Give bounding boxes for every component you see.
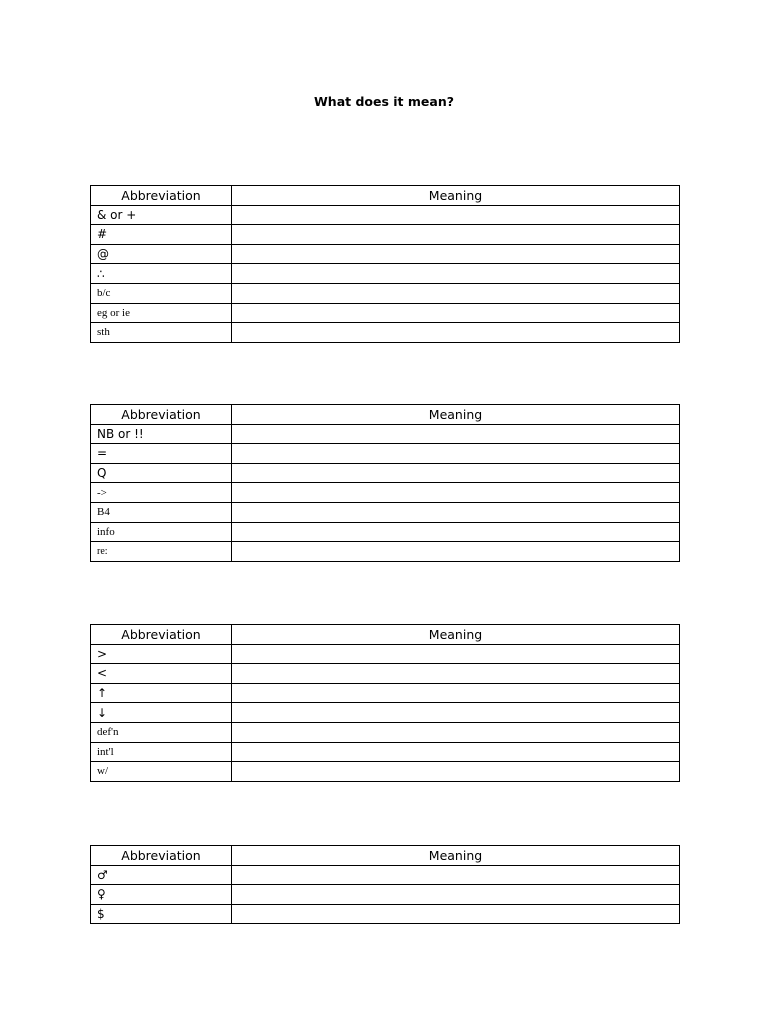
meaning-cell[interactable] xyxy=(232,205,680,225)
abbreviation-cell: def'n xyxy=(91,722,232,742)
abbreviation-cell: ♂ xyxy=(91,865,232,885)
abbreviation-cell: $ xyxy=(91,904,232,924)
meaning-cell[interactable] xyxy=(232,542,680,562)
abbreviation-cell: re: xyxy=(91,542,232,562)
header-meaning: Meaning xyxy=(232,405,680,425)
meaning-cell[interactable] xyxy=(232,444,680,464)
abbreviation-cell: NB or !! xyxy=(91,424,232,444)
table-row xyxy=(91,762,680,782)
abbreviation-cell: ♀ xyxy=(91,885,232,905)
abbreviation-cell: @ xyxy=(91,244,232,264)
table-row xyxy=(91,664,680,684)
header-abbreviation: Abbreviation xyxy=(91,625,232,645)
table-header-row xyxy=(91,625,680,645)
abbreviation-cell: > xyxy=(91,644,232,664)
abbreviation-table-2 xyxy=(90,404,680,562)
abbreviation-cell: eg or ie xyxy=(91,303,232,323)
table-row xyxy=(91,885,680,905)
table-row xyxy=(91,483,680,503)
meaning-cell[interactable] xyxy=(232,522,680,542)
header-meaning: Meaning xyxy=(232,186,680,206)
page-title: What does it mean? xyxy=(314,94,454,109)
abbreviation-cell: B4 xyxy=(91,502,232,522)
abbreviation-table-4 xyxy=(90,845,680,924)
table-row xyxy=(91,444,680,464)
abbreviation-cell: ↑ xyxy=(91,683,232,703)
table-row xyxy=(91,644,680,664)
abbreviation-cell: & or + xyxy=(91,205,232,225)
meaning-cell[interactable] xyxy=(232,244,680,264)
table-header-row xyxy=(91,186,680,206)
table-row xyxy=(91,283,680,303)
header-meaning: Meaning xyxy=(232,625,680,645)
table-row xyxy=(91,225,680,245)
meaning-cell[interactable] xyxy=(232,463,680,483)
header-abbreviation: Abbreviation xyxy=(91,846,232,866)
abbreviation-cell: info xyxy=(91,522,232,542)
abbreviation-cell: -> xyxy=(91,483,232,503)
table-row xyxy=(91,522,680,542)
meaning-cell[interactable] xyxy=(232,683,680,703)
meaning-cell[interactable] xyxy=(232,762,680,782)
meaning-cell[interactable] xyxy=(232,483,680,503)
meaning-cell[interactable] xyxy=(232,424,680,444)
meaning-cell[interactable] xyxy=(232,904,680,924)
table-row xyxy=(91,424,680,444)
abbreviation-cell: int'l xyxy=(91,742,232,762)
meaning-cell[interactable] xyxy=(232,323,680,343)
abbreviation-cell: Q xyxy=(91,463,232,483)
table-header-row xyxy=(91,846,680,866)
table-row xyxy=(91,205,680,225)
table-row xyxy=(91,244,680,264)
abbreviation-cell: b/c xyxy=(91,283,232,303)
abbreviation-cell: ∴ xyxy=(91,264,232,284)
table-row xyxy=(91,865,680,885)
abbreviation-table-3 xyxy=(90,624,680,782)
meaning-cell[interactable] xyxy=(232,865,680,885)
table-row xyxy=(91,703,680,723)
table-row xyxy=(91,303,680,323)
meaning-cell[interactable] xyxy=(232,303,680,323)
table-header-row xyxy=(91,405,680,425)
abbreviation-table-1 xyxy=(90,185,680,343)
meaning-cell[interactable] xyxy=(232,722,680,742)
table-row xyxy=(91,502,680,522)
meaning-cell[interactable] xyxy=(232,644,680,664)
abbreviation-cell: sth xyxy=(91,323,232,343)
meaning-cell[interactable] xyxy=(232,885,680,905)
meaning-cell[interactable] xyxy=(232,283,680,303)
table-row xyxy=(91,264,680,284)
header-abbreviation: Abbreviation xyxy=(91,186,232,206)
abbreviation-cell: = xyxy=(91,444,232,464)
abbreviation-cell: ↓ xyxy=(91,703,232,723)
abbreviation-cell: # xyxy=(91,225,232,245)
table-row xyxy=(91,742,680,762)
table-row xyxy=(91,904,680,924)
meaning-cell[interactable] xyxy=(232,502,680,522)
table-row xyxy=(91,683,680,703)
meaning-cell[interactable] xyxy=(232,264,680,284)
header-meaning: Meaning xyxy=(232,846,680,866)
table-row xyxy=(91,323,680,343)
meaning-cell[interactable] xyxy=(232,703,680,723)
abbreviation-cell: w/ xyxy=(91,762,232,782)
abbreviation-cell: < xyxy=(91,664,232,684)
meaning-cell[interactable] xyxy=(232,664,680,684)
meaning-cell[interactable] xyxy=(232,742,680,762)
table-row xyxy=(91,463,680,483)
header-abbreviation: Abbreviation xyxy=(91,405,232,425)
table-row xyxy=(91,542,680,562)
meaning-cell[interactable] xyxy=(232,225,680,245)
table-row xyxy=(91,722,680,742)
